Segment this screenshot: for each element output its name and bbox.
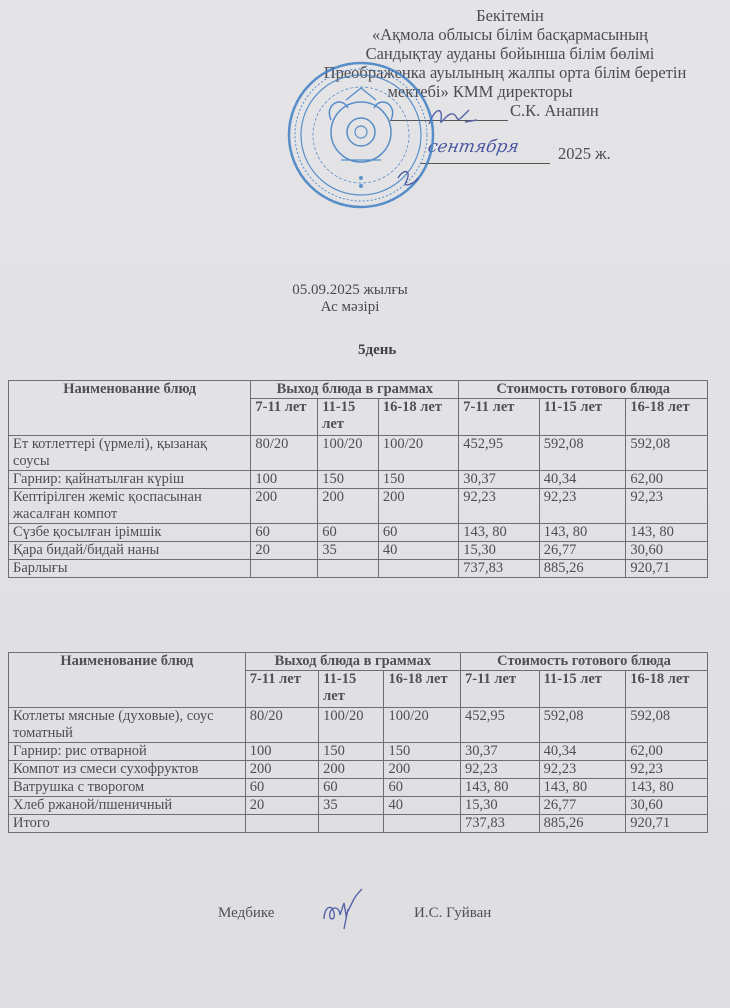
cost-cell: 62,00 [626,743,708,761]
cost-cell: 143, 80 [626,779,708,797]
cost-cell: 92,23 [539,761,626,779]
empty-cell [384,815,461,833]
header-yield-group: Выход блюда в граммах [251,381,459,399]
cost-cell: 30,37 [461,743,540,761]
total-cost-cell: 920,71 [626,560,708,578]
cost-cell: 40,34 [539,471,626,489]
dish-name: Ватрушка с творогом [9,779,246,797]
nurse-role: Медбике [218,905,275,921]
table-row [9,779,708,797]
yield-cell: 60 [319,779,384,797]
total-label: Итого [9,815,246,833]
table-row [9,489,708,524]
header-dish-name: Наименование блюд [9,653,246,708]
yield-cell: 35 [319,797,384,815]
date-year: 2025 ж. [558,144,611,163]
approval-line: Преображенка ауылының жалпы орта білім беретін [323,63,687,82]
total-cost-cell: 885,26 [539,560,626,578]
yield-cell: 200 [251,489,318,524]
yield-cell: 100/20 [318,436,379,471]
yield-cell: 100/20 [378,436,458,471]
dish-name: Гарнир: қайнатылған күріш [9,471,251,489]
yield-cell: 80/20 [251,436,318,471]
menu-date: 05.09.2025 жылғы [292,282,408,298]
header-age: 16-18 лет [378,399,458,436]
cost-cell: 40,34 [539,743,626,761]
approval-line: мектебі» КММ директоры [387,82,573,101]
empty-cell [245,815,318,833]
cost-cell: 30,37 [459,471,539,489]
yield-cell: 200 [318,489,379,524]
official-stamp-icon [286,60,436,210]
table-row [9,471,708,489]
total-row [9,815,708,833]
header-dish-name: Наименование блюд [9,381,251,436]
header-age: 7-11 лет [245,671,318,708]
header-age: 16-18 лет [626,399,708,436]
empty-cell [318,560,379,578]
yield-cell: 200 [319,761,384,779]
yield-cell: 150 [318,471,379,489]
empty-cell [251,560,318,578]
date-month-handwritten: сентября [426,137,521,157]
header-age: 11-15 лет [539,399,626,436]
header-cost-group: Стоимость готового блюда [459,381,708,399]
menu-table-russian [8,652,708,833]
yield-cell: 60 [245,779,318,797]
cost-cell: 92,23 [626,761,708,779]
yield-cell: 60 [378,524,458,542]
approval-line: «Ақмола облысы білім басқармасының [372,25,648,44]
total-cost-cell: 885,26 [539,815,626,833]
table-row [9,542,708,560]
total-cost-cell: 737,83 [459,560,539,578]
cost-cell: 592,08 [626,708,708,743]
cost-cell: 30,60 [626,542,708,560]
yield-cell: 150 [384,743,461,761]
table-row [9,743,708,761]
cost-cell: 92,23 [539,489,626,524]
dish-name: Гарнир: рис отварной [9,743,246,761]
table-row [9,524,708,542]
total-row [9,560,708,578]
day-label: 5день [358,342,397,358]
yield-cell: 60 [251,524,318,542]
cost-cell: 143, 80 [459,524,539,542]
menu-heading [0,282,700,316]
cost-cell: 26,77 [539,797,626,815]
dish-name: Ет котлеттері (үрмелі), қызанақ соусы [9,436,251,471]
cost-cell: 15,30 [459,542,539,560]
yield-cell: 150 [378,471,458,489]
date-month-blank [420,137,550,164]
menu-table-kazakh [8,380,708,578]
yield-cell: 40 [378,542,458,560]
yield-cell: 60 [318,524,379,542]
cost-cell: 452,95 [459,436,539,471]
yield-cell: 60 [384,779,461,797]
dish-name: Сүзбе қосылған ірімшік [9,524,251,542]
cost-cell: 143, 80 [461,779,540,797]
total-cost-cell: 920,71 [626,815,708,833]
header-age: 11-15 лет [539,671,626,708]
nurse-name: И.С. Гуйван [414,905,492,921]
empty-cell [319,815,384,833]
yield-cell: 200 [245,761,318,779]
header-age: 11-15 лет [318,399,379,436]
cost-cell: 143, 80 [626,524,708,542]
total-label: Барлығы [9,560,251,578]
cost-cell: 592,08 [539,436,626,471]
cost-cell: 452,95 [461,708,540,743]
yield-cell: 100 [251,471,318,489]
header-age: 7-11 лет [459,399,539,436]
cost-cell: 92,23 [626,489,708,524]
nurse-signature-icon [318,885,368,935]
yield-cell: 80/20 [245,708,318,743]
approval-line: Бекітемін [476,6,544,25]
director-name: С.К. Анапин [510,101,599,120]
cost-cell: 143, 80 [539,524,626,542]
cost-cell: 62,00 [626,471,708,489]
yield-cell: 150 [319,743,384,761]
header-yield-group: Выход блюда в граммах [245,653,460,671]
header-age: 16-18 лет [626,671,708,708]
cost-cell: 92,23 [461,761,540,779]
table-row [9,436,708,471]
approval-line: Сандықтау ауданы бойынша білім бөлімі [365,44,655,63]
header-age: 7-11 лет [461,671,540,708]
dish-name: Кептірілген жеміс қоспасынан жасалған компот [9,489,251,524]
yield-cell: 200 [378,489,458,524]
header-age: 16-18 лет [384,671,461,708]
nurse-signature-block [218,905,492,922]
dish-name: Қара бидай/бидай наны [9,542,251,560]
total-cost-cell: 737,83 [461,815,540,833]
table-row [9,797,708,815]
cost-cell: 15,30 [461,797,540,815]
dish-name: Хлеб ржаной/пшеничный [9,797,246,815]
header-age: 11-15 лет [319,671,384,708]
cost-cell: 92,23 [459,489,539,524]
dish-name: Компот из смеси сухофруктов [9,761,246,779]
menu-title: Ас мәзірі [320,299,380,315]
header-age: 7-11 лет [251,399,318,436]
yield-cell: 100/20 [384,708,461,743]
table-row [9,708,708,743]
yield-cell: 20 [245,797,318,815]
yield-cell: 40 [384,797,461,815]
yield-cell: 20 [251,542,318,560]
cost-cell: 143, 80 [539,779,626,797]
cost-cell: 592,08 [626,436,708,471]
approval-date [420,137,611,164]
yield-cell: 100 [245,743,318,761]
yield-cell: 100/20 [319,708,384,743]
cost-cell: 592,08 [539,708,626,743]
cost-cell: 30,60 [626,797,708,815]
dish-name: Котлеты мясные (духовые), соус томатный [9,708,246,743]
yield-cell: 35 [318,542,379,560]
yield-cell: 200 [384,761,461,779]
table-row [9,761,708,779]
header-cost-group: Стоимость готового блюда [461,653,708,671]
cost-cell: 26,77 [539,542,626,560]
empty-cell [378,560,458,578]
